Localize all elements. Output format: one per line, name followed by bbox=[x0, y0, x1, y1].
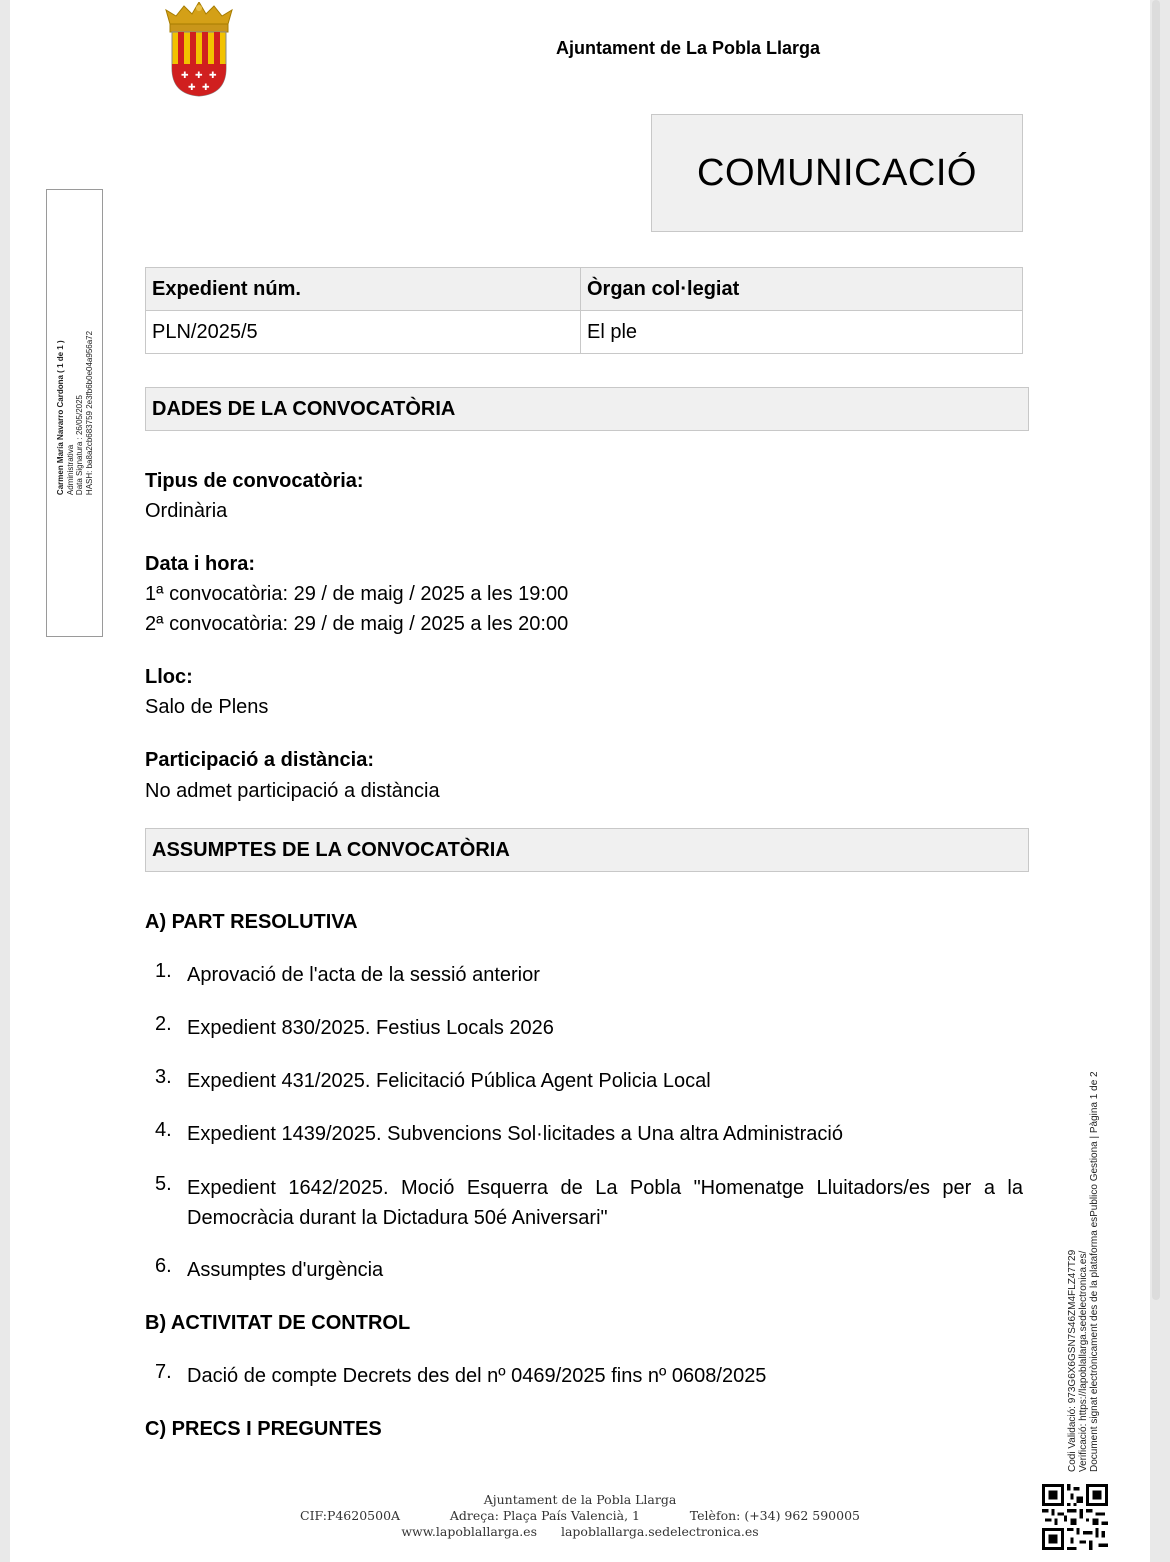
item-text: Expedient 830/2025. Festius Locals 2026 bbox=[187, 1017, 554, 1039]
signature-hash: HASH: ba8a2cb683759 2e3fb6b0e04a956a72 bbox=[84, 330, 93, 496]
list-item bbox=[155, 1255, 1023, 1285]
part-a-heading: A) PART RESOLUTIVA bbox=[145, 911, 358, 933]
tipus-label: Tipus de convocatòria: bbox=[145, 470, 364, 492]
header-title: Ajuntament de La Pobla Llarga bbox=[556, 38, 821, 58]
validation-platform: Document signat electrònicament des de la plataforma esPublico Gestiona | Pàgina 1 de 2 bbox=[1089, 1071, 1100, 1472]
item-number: 5. bbox=[155, 1173, 172, 1195]
data-line-2: 2ª convocatòria: 29 / de maig / 2025 a les 20:00 bbox=[145, 613, 569, 635]
signature-date: Data Signatura : 26/05/2025 bbox=[74, 395, 84, 496]
svg-text:✚: ✚ bbox=[209, 71, 217, 81]
qr-code-icon bbox=[1042, 1484, 1108, 1550]
item-text: Aprovació de l'acta de la sessió anterior bbox=[187, 964, 540, 986]
part-b-heading: B) ACTIVITAT DE CONTROL bbox=[145, 1312, 411, 1334]
section-assumptes: ASSUMPTES DE LA CONVOCATÒRIA bbox=[145, 828, 1029, 872]
validation-url: Verificació: https://lapoblallarga.sedelectronica.es/ bbox=[1078, 1250, 1089, 1472]
tipus-value: Ordinària bbox=[145, 500, 228, 522]
svg-text:✚: ✚ bbox=[195, 71, 203, 81]
footer-sede-link[interactable]: lapoblallarga.sedelectronica.es bbox=[560, 1524, 759, 1539]
svg-text:✚: ✚ bbox=[202, 83, 210, 93]
signature-box bbox=[46, 189, 103, 637]
footer-address: Adreça: Plaça País Valencià, 1 bbox=[449, 1508, 640, 1523]
list-item bbox=[155, 1066, 1023, 1096]
lloc-value: Salo de Plens bbox=[145, 696, 269, 718]
footer-contact-row bbox=[300, 1508, 860, 1524]
expedient-table bbox=[145, 267, 1023, 354]
list-item bbox=[155, 1361, 1023, 1391]
list-item bbox=[155, 960, 1023, 990]
lloc-label: Lloc: bbox=[145, 666, 193, 688]
document-type-box bbox=[651, 114, 1023, 232]
footer-phone: Telèfon: (+34) 962 590005 bbox=[689, 1508, 860, 1523]
scrollbar[interactable] bbox=[1152, 0, 1160, 1300]
item-text: Expedient 431/2025. Felicitació Pública Agent Policia Local bbox=[187, 1070, 711, 1092]
expedient-value: PLN/2025/5 bbox=[146, 311, 581, 354]
footer-name: Ajuntament de la Pobla Llarga bbox=[483, 1492, 677, 1507]
validation-code: Codi Validació: 973G6X6GSN7S46ZM4FLZ47T29 bbox=[1067, 1249, 1078, 1472]
organ-header: Òrgan col·legiat bbox=[581, 268, 1023, 311]
item-number: 4. bbox=[155, 1119, 172, 1141]
list-item bbox=[155, 1119, 1023, 1149]
item-text: Dació de compte Decrets des del nº 0469/2025 fins nº 0608/2025 bbox=[187, 1365, 767, 1387]
validation-text bbox=[1067, 1071, 1100, 1472]
data-line-1: 1ª convocatòria: 29 / de maig / 2025 a les 19:00 bbox=[145, 583, 569, 605]
svg-text:✚: ✚ bbox=[188, 83, 196, 93]
list-item bbox=[155, 1173, 1023, 1233]
signer-role: Administrativa bbox=[65, 444, 74, 496]
list-item bbox=[155, 1013, 1023, 1043]
organ-value: El ple bbox=[581, 311, 1023, 354]
item-text: Expedient 1642/2025. Moció Esquerra de La Pobla "Homenatge Lluitadors/es per a la Democràcia durant la Dictadura 50é Aniversari" bbox=[187, 1177, 1023, 1229]
item-number: 2. bbox=[155, 1013, 172, 1035]
footer-web-row bbox=[300, 1524, 860, 1540]
signer-name: Carmen María Navarro Cardona ( 1 de 1 ) bbox=[55, 340, 65, 496]
data-label: Data i hora: bbox=[145, 553, 256, 575]
participacio-value: No admet participació a distància bbox=[145, 780, 440, 802]
footer-web-link[interactable]: www.lapoblallarga.es bbox=[401, 1524, 537, 1539]
participacio-label: Participació a distància: bbox=[145, 749, 374, 771]
item-text: Expedient 1439/2025. Subvencions Sol·licitades a Una altra Administració bbox=[187, 1123, 843, 1145]
svg-text:✚: ✚ bbox=[181, 71, 189, 81]
item-number: 7. bbox=[155, 1361, 172, 1383]
part-c-heading: C) PRECS I PREGUNTES bbox=[145, 1418, 382, 1440]
footer bbox=[300, 1492, 860, 1540]
expedient-header: Expedient núm. bbox=[146, 268, 581, 311]
coat-of-arms-logo bbox=[162, 2, 236, 98]
item-text: Assumptes d'urgència bbox=[187, 1259, 384, 1281]
signature-text bbox=[56, 331, 94, 495]
document-type: COMUNICACIÓ bbox=[697, 151, 977, 194]
item-number: 1. bbox=[155, 960, 172, 982]
footer-cif: CIF:P4620500A bbox=[300, 1508, 401, 1523]
section-convocatoria: DADES DE LA CONVOCATÒRIA bbox=[145, 387, 1029, 431]
item-number: 3. bbox=[155, 1066, 172, 1088]
item-number: 6. bbox=[155, 1255, 172, 1277]
